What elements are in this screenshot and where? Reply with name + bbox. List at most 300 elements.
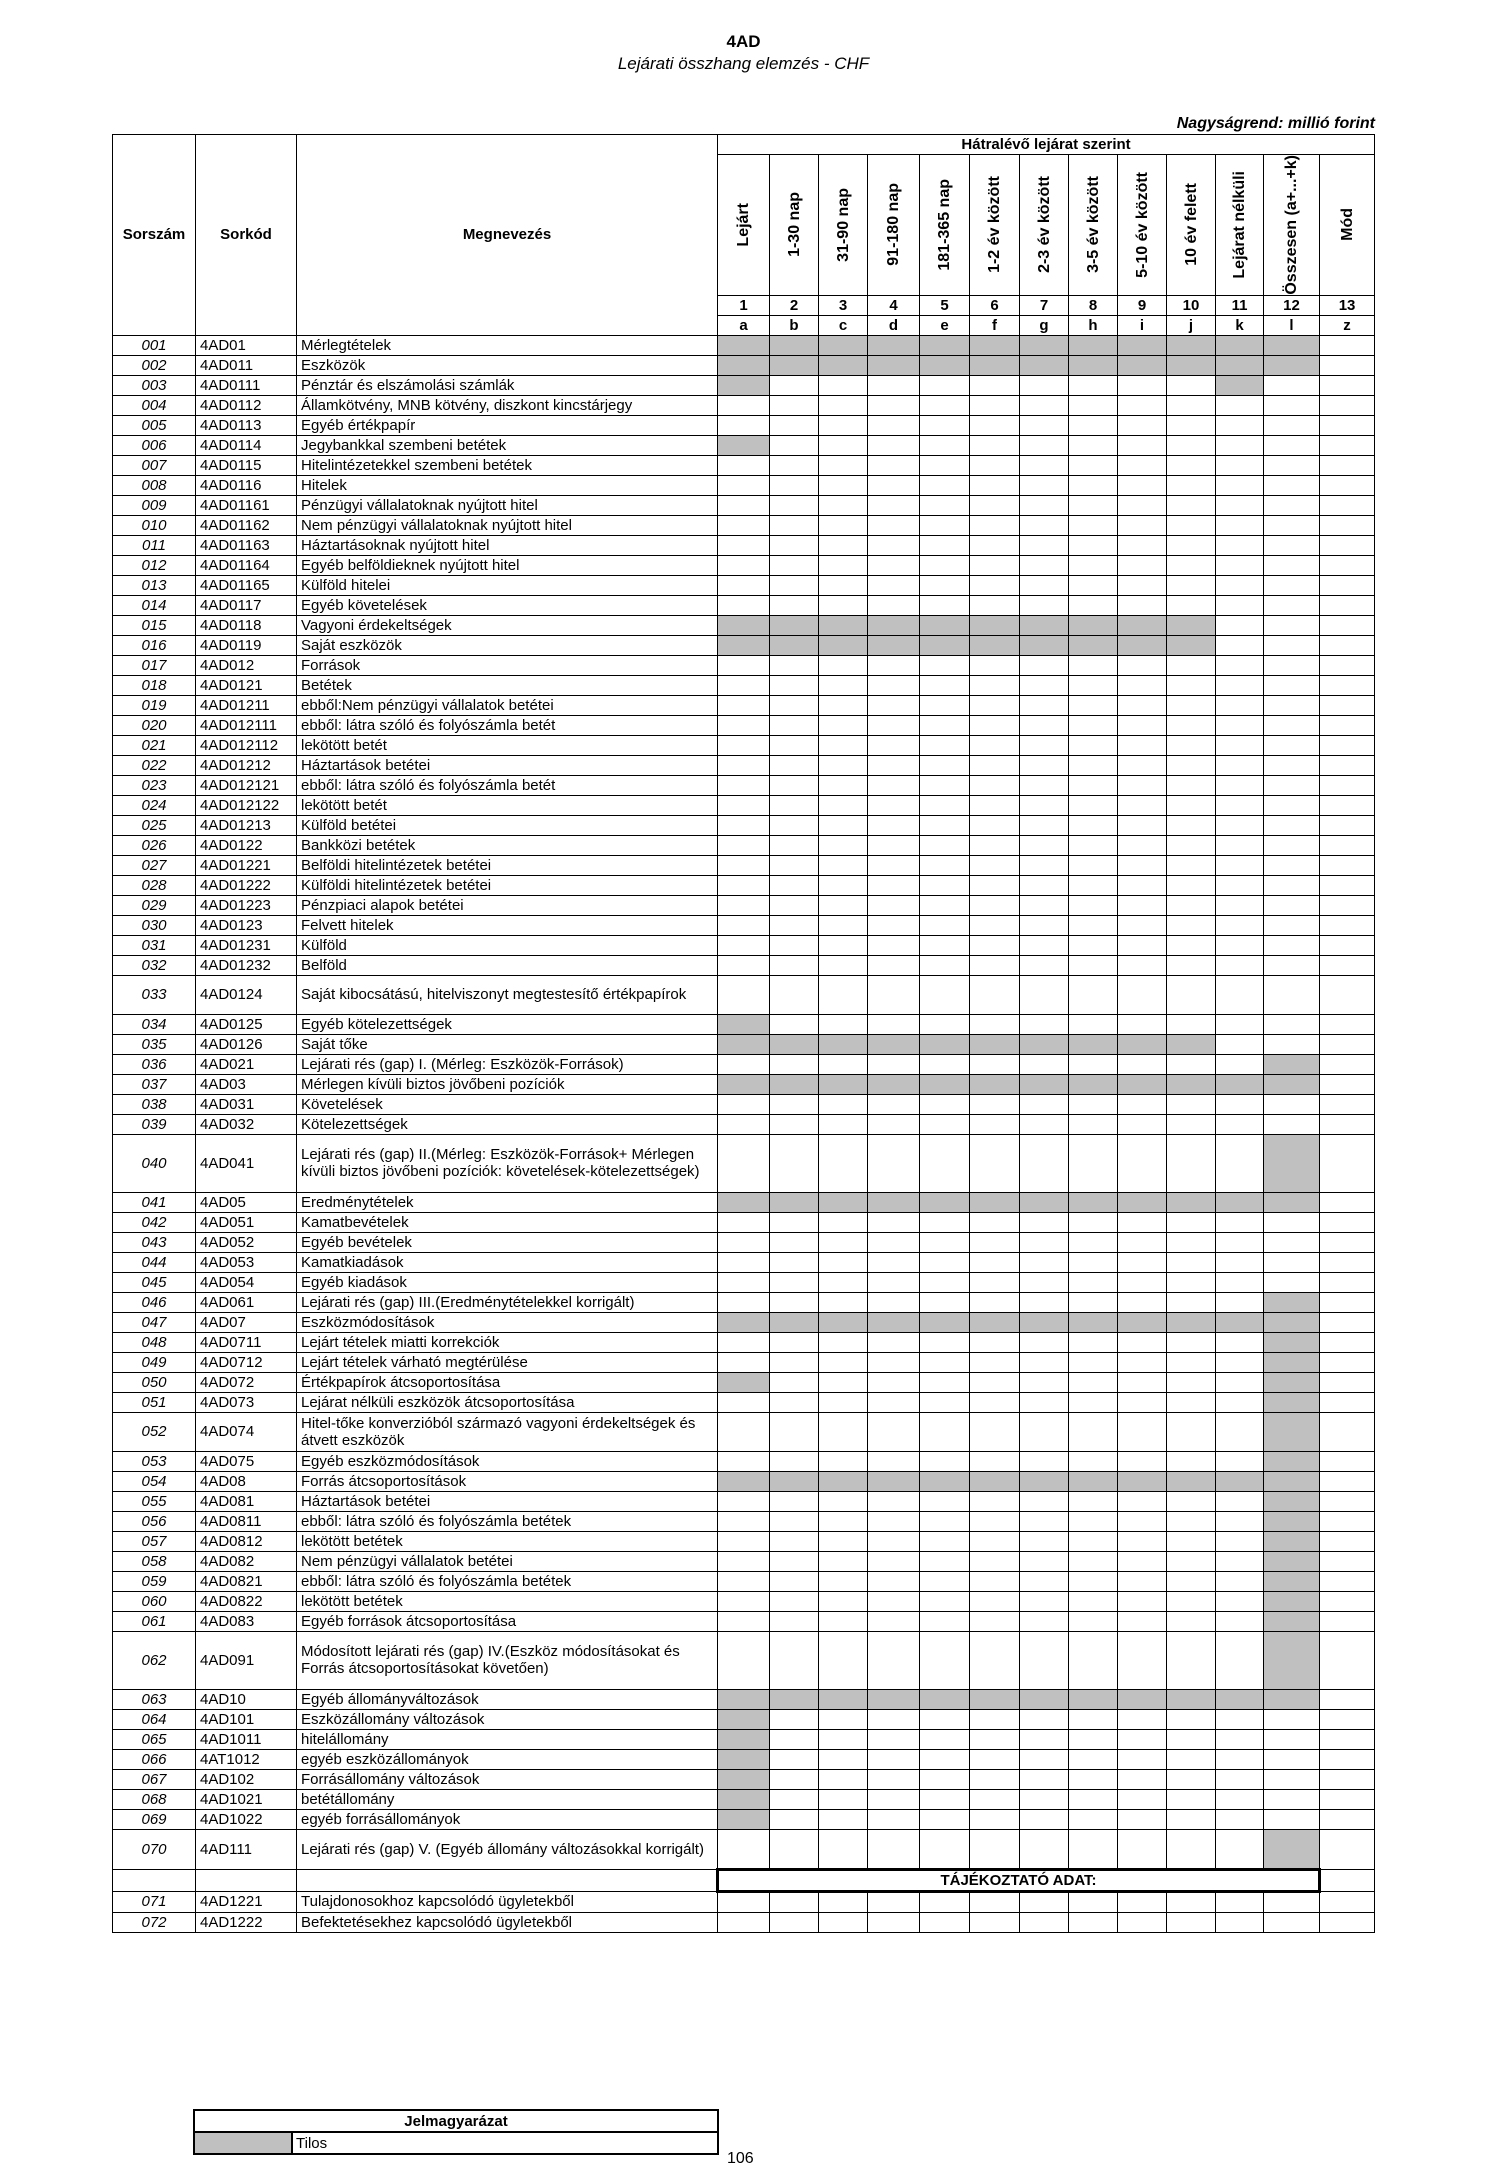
data-cell[interactable] [970,1372,1020,1392]
data-cell[interactable] [868,795,920,815]
data-cell[interactable] [1167,895,1216,915]
data-cell[interactable] [1069,1531,1118,1551]
data-cell[interactable] [770,475,819,495]
data-cell[interactable] [1020,955,1069,975]
data-cell[interactable] [970,595,1020,615]
data-cell[interactable] [920,695,970,715]
data-cell[interactable] [1264,795,1320,815]
data-cell[interactable] [1320,415,1375,435]
data-cell[interactable] [1069,1709,1118,1729]
data-cell[interactable] [1118,1809,1167,1829]
data-cell[interactable] [1264,715,1320,735]
data-cell[interactable] [819,835,868,855]
data-cell[interactable] [1118,1292,1167,1312]
data-cell[interactable] [1069,1551,1118,1571]
data-cell[interactable] [1069,735,1118,755]
data-cell[interactable] [1320,1054,1375,1074]
data-cell[interactable] [920,1531,970,1551]
data-cell[interactable] [1020,1114,1069,1134]
data-cell[interactable] [970,1729,1020,1749]
data-cell[interactable] [1118,375,1167,395]
data-cell[interactable] [920,1134,970,1192]
data-cell[interactable] [770,975,819,1014]
data-cell[interactable] [970,1451,1020,1471]
data-cell[interactable] [1320,535,1375,555]
data-cell[interactable] [718,1829,770,1869]
data-cell[interactable] [970,1332,1020,1352]
data-cell[interactable] [920,1491,970,1511]
data-cell[interactable] [819,715,868,735]
data-cell[interactable] [1069,1014,1118,1034]
data-cell[interactable] [819,1809,868,1829]
data-cell[interactable] [770,1709,819,1729]
data-cell[interactable] [1167,1094,1216,1114]
data-cell[interactable] [1320,915,1375,935]
data-cell[interactable] [770,435,819,455]
data-cell[interactable] [1264,735,1320,755]
data-cell[interactable] [1069,1094,1118,1114]
data-cell[interactable] [1264,635,1320,655]
data-cell[interactable] [1216,775,1264,795]
data-cell[interactable] [920,1511,970,1531]
data-cell[interactable] [1216,895,1264,915]
data-cell[interactable] [1320,955,1375,975]
data-cell[interactable] [1167,475,1216,495]
data-cell[interactable] [1118,675,1167,695]
data-cell[interactable] [770,1809,819,1829]
data-cell[interactable] [819,1352,868,1372]
data-cell[interactable] [1320,755,1375,775]
data-cell[interactable] [1167,815,1216,835]
data-cell[interactable] [1320,875,1375,895]
data-cell[interactable] [1020,735,1069,755]
data-cell[interactable] [1264,1729,1320,1749]
data-cell[interactable] [920,1709,970,1729]
data-cell[interactable] [1264,955,1320,975]
data-cell[interactable] [770,775,819,795]
data-cell[interactable] [1320,455,1375,475]
data-cell[interactable] [718,715,770,735]
data-cell[interactable] [1020,1749,1069,1769]
data-cell[interactable] [868,1829,920,1869]
data-cell[interactable] [1118,1232,1167,1252]
data-cell[interactable] [1216,1451,1264,1471]
data-cell[interactable] [1020,1054,1069,1074]
data-cell[interactable] [970,455,1020,475]
data-cell[interactable] [1264,1789,1320,1809]
data-cell[interactable] [868,835,920,855]
data-cell[interactable] [1216,1332,1264,1352]
data-cell[interactable] [868,695,920,715]
data-cell[interactable] [920,1014,970,1034]
data-cell[interactable] [920,1332,970,1352]
data-cell[interactable] [868,735,920,755]
data-cell[interactable] [1069,535,1118,555]
data-cell[interactable] [1020,515,1069,535]
data-cell[interactable] [970,1511,1020,1531]
data-cell[interactable] [1020,1611,1069,1631]
data-cell[interactable] [920,1591,970,1611]
data-cell[interactable] [1320,895,1375,915]
data-cell[interactable] [920,1749,970,1769]
data-cell[interactable] [1020,875,1069,895]
data-cell[interactable] [1020,395,1069,415]
data-cell[interactable] [1167,1631,1216,1689]
data-cell[interactable] [970,695,1020,715]
data-cell[interactable] [1020,555,1069,575]
data-cell[interactable] [1118,395,1167,415]
data-cell[interactable] [1320,1729,1375,1749]
data-cell[interactable] [920,1212,970,1232]
data-cell[interactable] [1118,1272,1167,1292]
data-cell[interactable] [1216,1511,1264,1531]
data-cell[interactable] [1069,415,1118,435]
data-cell[interactable] [819,455,868,475]
data-cell[interactable] [819,1114,868,1134]
data-cell[interactable] [770,415,819,435]
data-cell[interactable] [920,455,970,475]
data-cell[interactable] [868,1212,920,1232]
data-cell[interactable] [1020,1252,1069,1272]
data-cell[interactable] [1320,1372,1375,1392]
data-cell[interactable] [770,1611,819,1631]
data-cell[interactable] [970,1789,1020,1809]
data-cell[interactable] [970,495,1020,515]
data-cell[interactable] [1167,1232,1216,1252]
data-cell[interactable] [1118,1891,1167,1912]
data-cell[interactable] [1320,1332,1375,1352]
data-cell[interactable] [1264,1769,1320,1789]
data-cell[interactable] [819,1212,868,1232]
data-cell[interactable] [868,415,920,435]
data-cell[interactable] [819,1531,868,1551]
data-cell[interactable] [1118,1789,1167,1809]
data-cell[interactable] [970,875,1020,895]
data-cell[interactable] [970,1809,1020,1829]
data-cell[interactable] [1320,655,1375,675]
data-cell[interactable] [1069,1491,1118,1511]
data-cell[interactable] [1167,1372,1216,1392]
data-cell[interactable] [1320,335,1375,355]
data-cell[interactable] [1216,1352,1264,1372]
data-cell[interactable] [1167,535,1216,555]
data-cell[interactable] [1264,755,1320,775]
data-cell[interactable] [1320,555,1375,575]
data-cell[interactable] [770,1054,819,1074]
data-cell[interactable] [718,535,770,555]
data-cell[interactable] [868,555,920,575]
data-cell[interactable] [1320,855,1375,875]
data-cell[interactable] [1118,795,1167,815]
data-cell[interactable] [1118,1372,1167,1392]
data-cell[interactable] [770,395,819,415]
data-cell[interactable] [1264,1749,1320,1769]
data-cell[interactable] [970,915,1020,935]
data-cell[interactable] [1264,615,1320,635]
data-cell[interactable] [1264,455,1320,475]
data-cell[interactable] [718,1611,770,1631]
data-cell[interactable] [1264,935,1320,955]
data-cell[interactable] [770,935,819,955]
data-cell[interactable] [718,575,770,595]
data-cell[interactable] [819,1392,868,1412]
data-cell[interactable] [770,1531,819,1551]
data-cell[interactable] [1020,1332,1069,1352]
data-cell[interactable] [1216,1729,1264,1749]
data-cell[interactable] [1264,1114,1320,1134]
data-cell[interactable] [1167,915,1216,935]
data-cell[interactable] [1167,435,1216,455]
data-cell[interactable] [1167,1014,1216,1034]
data-cell[interactable] [770,1014,819,1034]
data-cell[interactable] [770,1134,819,1192]
data-cell[interactable] [718,955,770,975]
data-cell[interactable] [1069,1054,1118,1074]
data-cell[interactable] [868,975,920,1014]
data-cell[interactable] [819,535,868,555]
data-cell[interactable] [1167,775,1216,795]
data-cell[interactable] [1320,695,1375,715]
data-cell[interactable] [868,955,920,975]
data-cell[interactable] [819,955,868,975]
data-cell[interactable] [1167,1352,1216,1372]
data-cell[interactable] [1320,1392,1375,1412]
data-cell[interactable] [819,935,868,955]
data-cell[interactable] [770,1891,819,1912]
data-cell[interactable] [1167,835,1216,855]
data-cell[interactable] [868,1591,920,1611]
data-cell[interactable] [1020,975,1069,1014]
data-cell[interactable] [1167,1451,1216,1471]
data-cell[interactable] [1069,1212,1118,1232]
data-cell[interactable] [1264,835,1320,855]
data-cell[interactable] [1320,775,1375,795]
data-cell[interactable] [1118,1912,1167,1932]
data-cell[interactable] [970,1891,1020,1912]
data-cell[interactable] [1118,575,1167,595]
data-cell[interactable] [1118,695,1167,715]
data-cell[interactable] [770,1591,819,1611]
data-cell[interactable] [1020,1412,1069,1451]
data-cell[interactable] [819,1789,868,1809]
data-cell[interactable] [1020,1809,1069,1829]
data-cell[interactable] [868,1571,920,1591]
data-cell[interactable] [920,1789,970,1809]
data-cell[interactable] [868,1511,920,1531]
data-cell[interactable] [1167,1571,1216,1591]
data-cell[interactable] [920,1352,970,1372]
data-cell[interactable] [970,1591,1020,1611]
data-cell[interactable] [1020,675,1069,695]
data-cell[interactable] [1167,1789,1216,1809]
data-cell[interactable] [1118,1749,1167,1769]
data-cell[interactable] [1118,475,1167,495]
data-cell[interactable] [1167,1272,1216,1292]
data-cell[interactable] [1320,1034,1375,1054]
data-cell[interactable] [1118,1591,1167,1611]
data-cell[interactable] [1020,795,1069,815]
data-cell[interactable] [770,1551,819,1571]
data-cell[interactable] [770,1412,819,1451]
data-cell[interactable] [1264,1014,1320,1034]
data-cell[interactable] [868,1729,920,1749]
data-cell[interactable] [920,1114,970,1134]
data-cell[interactable] [920,475,970,495]
data-cell[interactable] [1264,395,1320,415]
data-cell[interactable] [1069,395,1118,415]
data-cell[interactable] [1069,875,1118,895]
data-cell[interactable] [1020,455,1069,475]
data-cell[interactable] [1216,1094,1264,1114]
data-cell[interactable] [1069,1891,1118,1912]
data-cell[interactable] [1216,1912,1264,1932]
data-cell[interactable] [1069,515,1118,535]
data-cell[interactable] [1264,495,1320,515]
data-cell[interactable] [868,495,920,515]
data-cell[interactable] [1020,815,1069,835]
data-cell[interactable] [770,1252,819,1272]
data-cell[interactable] [920,1571,970,1591]
data-cell[interactable] [819,1412,868,1451]
data-cell[interactable] [718,795,770,815]
data-cell[interactable] [1320,1829,1375,1869]
data-cell[interactable] [718,1332,770,1352]
data-cell[interactable] [970,975,1020,1014]
data-cell[interactable] [1264,695,1320,715]
data-cell[interactable] [1118,1014,1167,1034]
data-cell[interactable] [1216,855,1264,875]
data-cell[interactable] [1320,1749,1375,1769]
data-cell[interactable] [920,675,970,695]
data-cell[interactable] [819,415,868,435]
data-cell[interactable] [718,735,770,755]
data-cell[interactable] [718,1412,770,1451]
data-cell[interactable] [1118,1451,1167,1471]
data-cell[interactable] [718,1094,770,1114]
data-cell[interactable] [1069,1352,1118,1372]
data-cell[interactable] [1020,1094,1069,1114]
data-cell[interactable] [970,1094,1020,1114]
data-cell[interactable] [868,855,920,875]
data-cell[interactable] [1020,1134,1069,1192]
data-cell[interactable] [868,1531,920,1551]
data-cell[interactable] [1020,1531,1069,1551]
data-cell[interactable] [819,675,868,695]
data-cell[interactable] [1167,1412,1216,1451]
data-cell[interactable] [1216,755,1264,775]
data-cell[interactable] [868,1912,920,1932]
data-cell[interactable] [1167,1809,1216,1829]
data-cell[interactable] [1118,955,1167,975]
data-cell[interactable] [920,1094,970,1114]
data-cell[interactable] [770,1829,819,1869]
data-cell[interactable] [1320,1114,1375,1134]
data-cell[interactable] [718,1591,770,1611]
data-cell[interactable] [1264,775,1320,795]
data-cell[interactable] [1264,515,1320,535]
data-cell[interactable] [920,1551,970,1571]
data-cell[interactable] [920,1054,970,1074]
data-cell[interactable] [819,1252,868,1272]
data-cell[interactable] [1264,1891,1320,1912]
data-cell[interactable] [868,1749,920,1769]
data-cell[interactable] [868,755,920,775]
data-cell[interactable] [770,515,819,535]
data-cell[interactable] [770,955,819,975]
data-cell[interactable] [1216,1571,1264,1591]
data-cell[interactable] [1020,1232,1069,1252]
data-cell[interactable] [1216,1014,1264,1034]
data-cell[interactable] [970,1014,1020,1034]
data-cell[interactable] [1167,1252,1216,1272]
data-cell[interactable] [770,455,819,475]
data-cell[interactable] [970,1212,1020,1232]
data-cell[interactable] [819,495,868,515]
data-cell[interactable] [1264,575,1320,595]
data-cell[interactable] [920,895,970,915]
data-cell[interactable] [1069,1829,1118,1869]
data-cell[interactable] [1069,1729,1118,1749]
data-cell[interactable] [868,1054,920,1074]
data-cell[interactable] [1264,475,1320,495]
data-cell[interactable] [770,735,819,755]
data-cell[interactable] [1216,1232,1264,1252]
data-cell[interactable] [1167,1531,1216,1551]
data-cell[interactable] [970,1829,1020,1869]
data-cell[interactable] [970,1114,1020,1134]
data-cell[interactable] [1167,975,1216,1014]
data-cell[interactable] [1264,1272,1320,1292]
data-cell[interactable] [770,1094,819,1114]
data-cell[interactable] [868,1094,920,1114]
data-cell[interactable] [1264,1212,1320,1232]
data-cell[interactable] [1167,1054,1216,1074]
data-cell[interactable] [1118,535,1167,555]
data-cell[interactable] [819,735,868,755]
data-cell[interactable] [1069,1134,1118,1192]
data-cell[interactable] [1216,915,1264,935]
data-cell[interactable] [1020,1352,1069,1372]
data-cell[interactable] [1118,435,1167,455]
data-cell[interactable] [819,1491,868,1511]
data-cell[interactable] [970,1054,1020,1074]
data-cell[interactable] [819,575,868,595]
data-cell[interactable] [1320,1631,1375,1689]
data-cell[interactable] [718,815,770,835]
data-cell[interactable] [970,815,1020,835]
data-cell[interactable] [1216,1611,1264,1631]
data-cell[interactable] [868,1134,920,1192]
data-cell[interactable] [770,895,819,915]
data-cell[interactable] [1264,415,1320,435]
data-cell[interactable] [1020,1014,1069,1034]
data-cell[interactable] [1216,635,1264,655]
data-cell[interactable] [1216,435,1264,455]
data-cell[interactable] [1020,1511,1069,1531]
data-cell[interactable] [868,775,920,795]
data-cell[interactable] [1069,435,1118,455]
data-cell[interactable] [868,1014,920,1034]
data-cell[interactable] [920,1372,970,1392]
data-cell[interactable] [970,1491,1020,1511]
data-cell[interactable] [1020,935,1069,955]
data-cell[interactable] [1069,1392,1118,1412]
data-cell[interactable] [819,1332,868,1352]
data-cell[interactable] [819,1232,868,1252]
data-cell[interactable] [920,915,970,935]
data-cell[interactable] [1118,1709,1167,1729]
data-cell[interactable] [1216,1631,1264,1689]
